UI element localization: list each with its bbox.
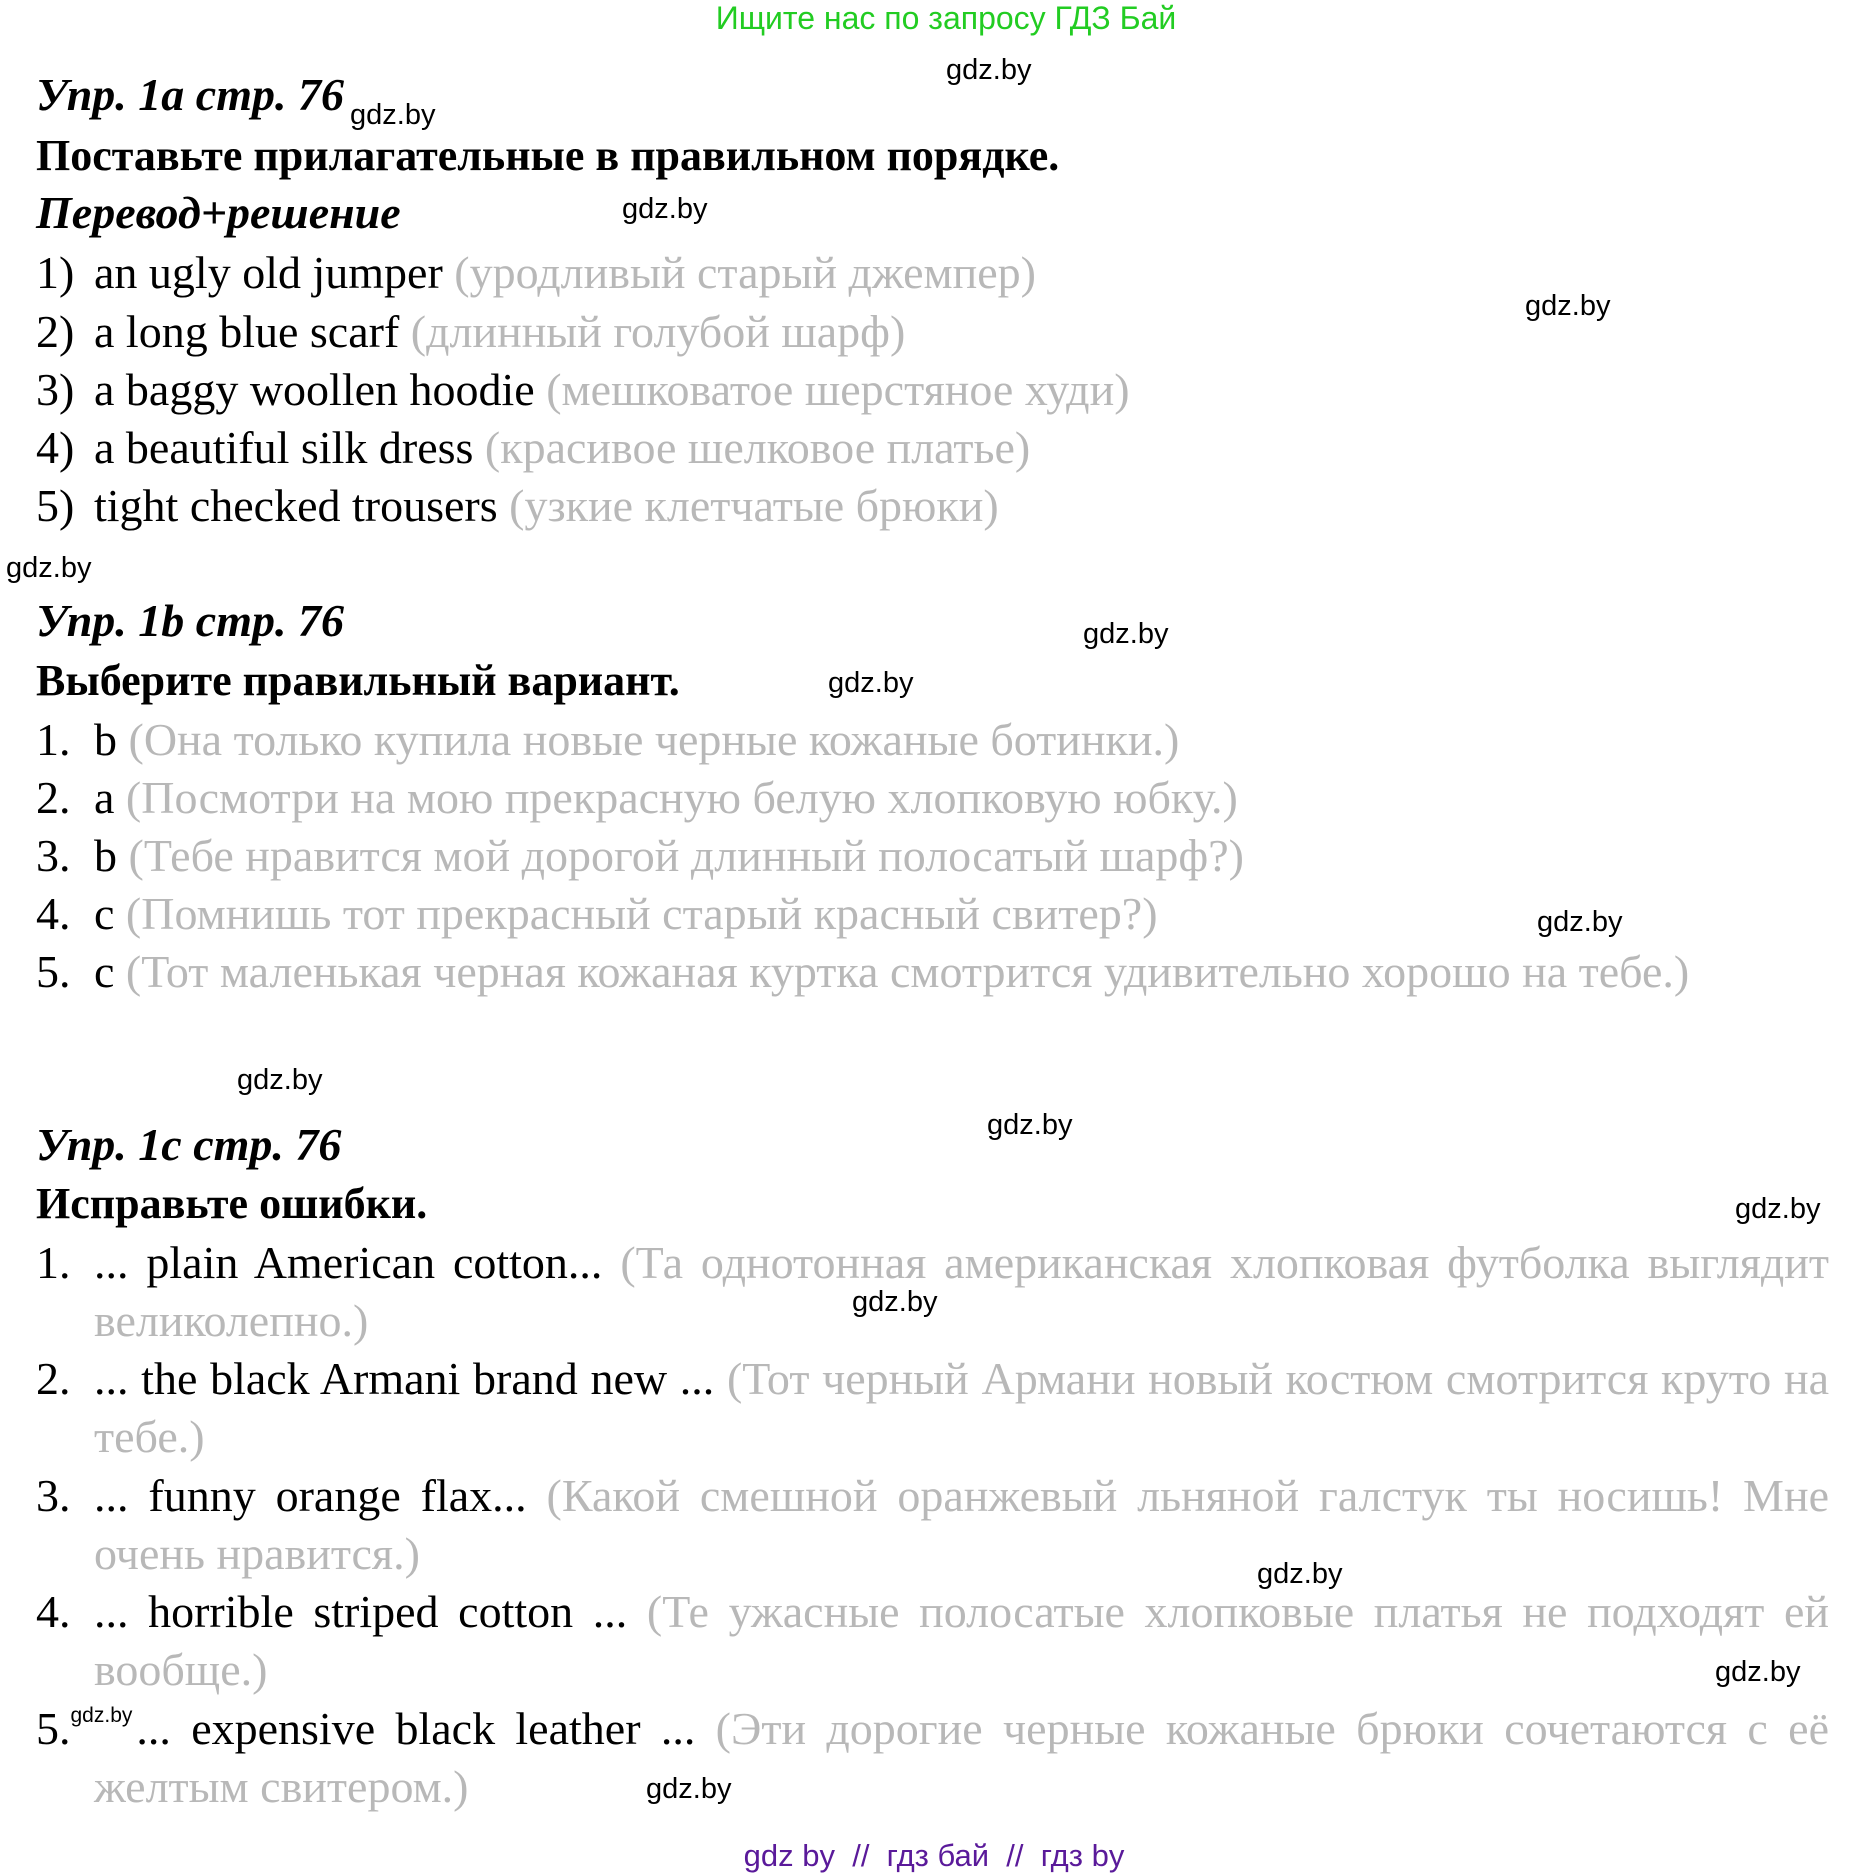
list-item bbox=[36, 1467, 1829, 1583]
item-answer: a baggy woollen hoodie bbox=[94, 364, 535, 415]
watermark: gdz.by bbox=[1735, 1193, 1821, 1225]
item-translation: (узкие клетчатые брюки) bbox=[509, 480, 999, 531]
item-translation: (Какой смешной оранжевый льняной галстук ты носишь! Мне очень нравится.) bbox=[94, 1470, 1829, 1579]
item-number: 3. bbox=[36, 830, 71, 881]
exercise-1a-task: Поставьте прилагательные в правильном порядке. bbox=[36, 131, 1060, 180]
item-answer: a beautiful silk dress bbox=[94, 422, 474, 473]
watermark: gdz.by bbox=[622, 193, 708, 225]
watermark: gdz.by bbox=[237, 1064, 323, 1096]
exercise-1a-title: Упр. 1a стр. 76 bbox=[36, 69, 345, 120]
item-number: 3. bbox=[36, 1470, 71, 1521]
item-number: 1. bbox=[36, 1237, 71, 1288]
item-translation: (Тот черный Армани новый костюм смотрится круто на тебе.) bbox=[94, 1353, 1829, 1462]
item-number: 5. bbox=[36, 1703, 71, 1754]
list-item bbox=[36, 361, 1829, 419]
exercise-1a-title-row bbox=[36, 68, 435, 132]
list-item bbox=[36, 943, 1829, 1001]
list-item bbox=[36, 1700, 1829, 1816]
exercise-1b-title: Упр. 1b стр. 76 bbox=[36, 595, 345, 646]
watermark: gdz.by bbox=[1537, 906, 1623, 938]
item-translation: (длинный голубой шарф) bbox=[410, 306, 906, 357]
list-item bbox=[36, 1350, 1829, 1466]
item-translation: (мешковатое шерстяное худи) bbox=[546, 364, 1130, 415]
item-answer: tight checked trousers bbox=[94, 480, 498, 531]
item-number: 2) bbox=[36, 306, 75, 357]
watermark: gdz.by bbox=[987, 1109, 1073, 1141]
item-number: 2. bbox=[36, 772, 71, 823]
item-translation: (Тебе нравится мой дорогой длинный полосатый шарф?) bbox=[128, 830, 1244, 881]
exercise-1c-title: Упр. 1c стр. 76 bbox=[36, 1119, 342, 1170]
item-translation: (Она только купила новые черные кожаные ботинки.) bbox=[128, 714, 1180, 765]
list-item bbox=[36, 827, 1829, 885]
item-number: 3) bbox=[36, 364, 75, 415]
item-number: 4. bbox=[36, 1586, 71, 1637]
watermark: gdz.by bbox=[1525, 290, 1611, 322]
item-translation: (Помнишь тот прекрасный старый красный свитер?) bbox=[125, 888, 1158, 939]
watermark: gdz.by bbox=[946, 54, 1032, 86]
watermark: gdz.by bbox=[6, 552, 92, 584]
list-item bbox=[36, 769, 1829, 827]
watermark: gdz.by bbox=[1715, 1656, 1801, 1688]
item-number: 5. bbox=[36, 946, 71, 997]
item-number: 1) bbox=[36, 247, 75, 298]
search-hint-banner: Ищите нас по запросу ГДЗ Бай bbox=[715, 0, 1177, 36]
item-answer: ... funny orange flax... bbox=[94, 1470, 527, 1521]
exercise-1c-task: Исправьте ошибки. bbox=[36, 1179, 428, 1228]
exercise-1b-task: Выберите правильный вариант. bbox=[36, 656, 680, 705]
item-answer: a bbox=[94, 772, 115, 823]
item-number: 4. bbox=[36, 888, 71, 939]
item-number: 4) bbox=[36, 422, 75, 473]
item-translation: (Эти дорогие черные кожаные брюки сочетаются с её желтым свитером.) bbox=[94, 1703, 1829, 1812]
item-answer: ... expensive black leather ... bbox=[136, 1703, 696, 1754]
watermark: gdz.by bbox=[646, 1773, 732, 1805]
list-item bbox=[36, 477, 1829, 535]
item-translation: (уродливый старый джемпер) bbox=[454, 247, 1036, 298]
footer-watermark: gdz by // гдз бай // гдз by bbox=[743, 1838, 1125, 1873]
watermark: gdz.by bbox=[852, 1286, 938, 1318]
item-translation: (красивое шелковое платье) bbox=[484, 422, 1031, 473]
item-answer: b bbox=[94, 714, 117, 765]
item-number: 2. bbox=[36, 1353, 71, 1404]
item-answer: c bbox=[94, 946, 115, 997]
item-translation: (Тот маленькая черная кожаная куртка смотрится удивительно хорошо на тебе.) bbox=[125, 946, 1690, 997]
item-answer: c bbox=[94, 888, 115, 939]
exercise-1a-subtitle: Перевод+решение bbox=[36, 187, 401, 238]
item-answer: b bbox=[94, 830, 117, 881]
watermark: gdz.by bbox=[828, 667, 914, 699]
item-number: 5) bbox=[36, 480, 75, 531]
item-answer: ... horrible striped cotton ... bbox=[94, 1586, 628, 1637]
watermark: gdz.by bbox=[350, 99, 436, 131]
watermark: gdz.by bbox=[1257, 1558, 1343, 1590]
item-translation: (Те ужасные полосатые хлопковые платья не подходят ей вообще.) bbox=[94, 1586, 1830, 1695]
list-item bbox=[36, 419, 1829, 477]
watermark: gdz.by bbox=[70, 1704, 133, 1727]
item-answer: ... plain American cotton... bbox=[94, 1237, 603, 1288]
item-answer: ... the black Armani brand new ... bbox=[94, 1353, 715, 1404]
item-answer: a long blue scarf bbox=[94, 306, 400, 357]
watermark: gdz.by bbox=[1083, 618, 1169, 650]
item-answer: an ugly old jumper bbox=[94, 247, 443, 298]
list-item bbox=[36, 711, 1829, 769]
item-translation: (Посмотри на мою прекрасную белую хлопковую юбку.) bbox=[125, 772, 1238, 823]
list-item bbox=[36, 1583, 1829, 1699]
item-translation: (Та однотонная американская хлопковая футболка выглядит великолепно.) bbox=[94, 1237, 1829, 1346]
item-number: 1. bbox=[36, 714, 71, 765]
